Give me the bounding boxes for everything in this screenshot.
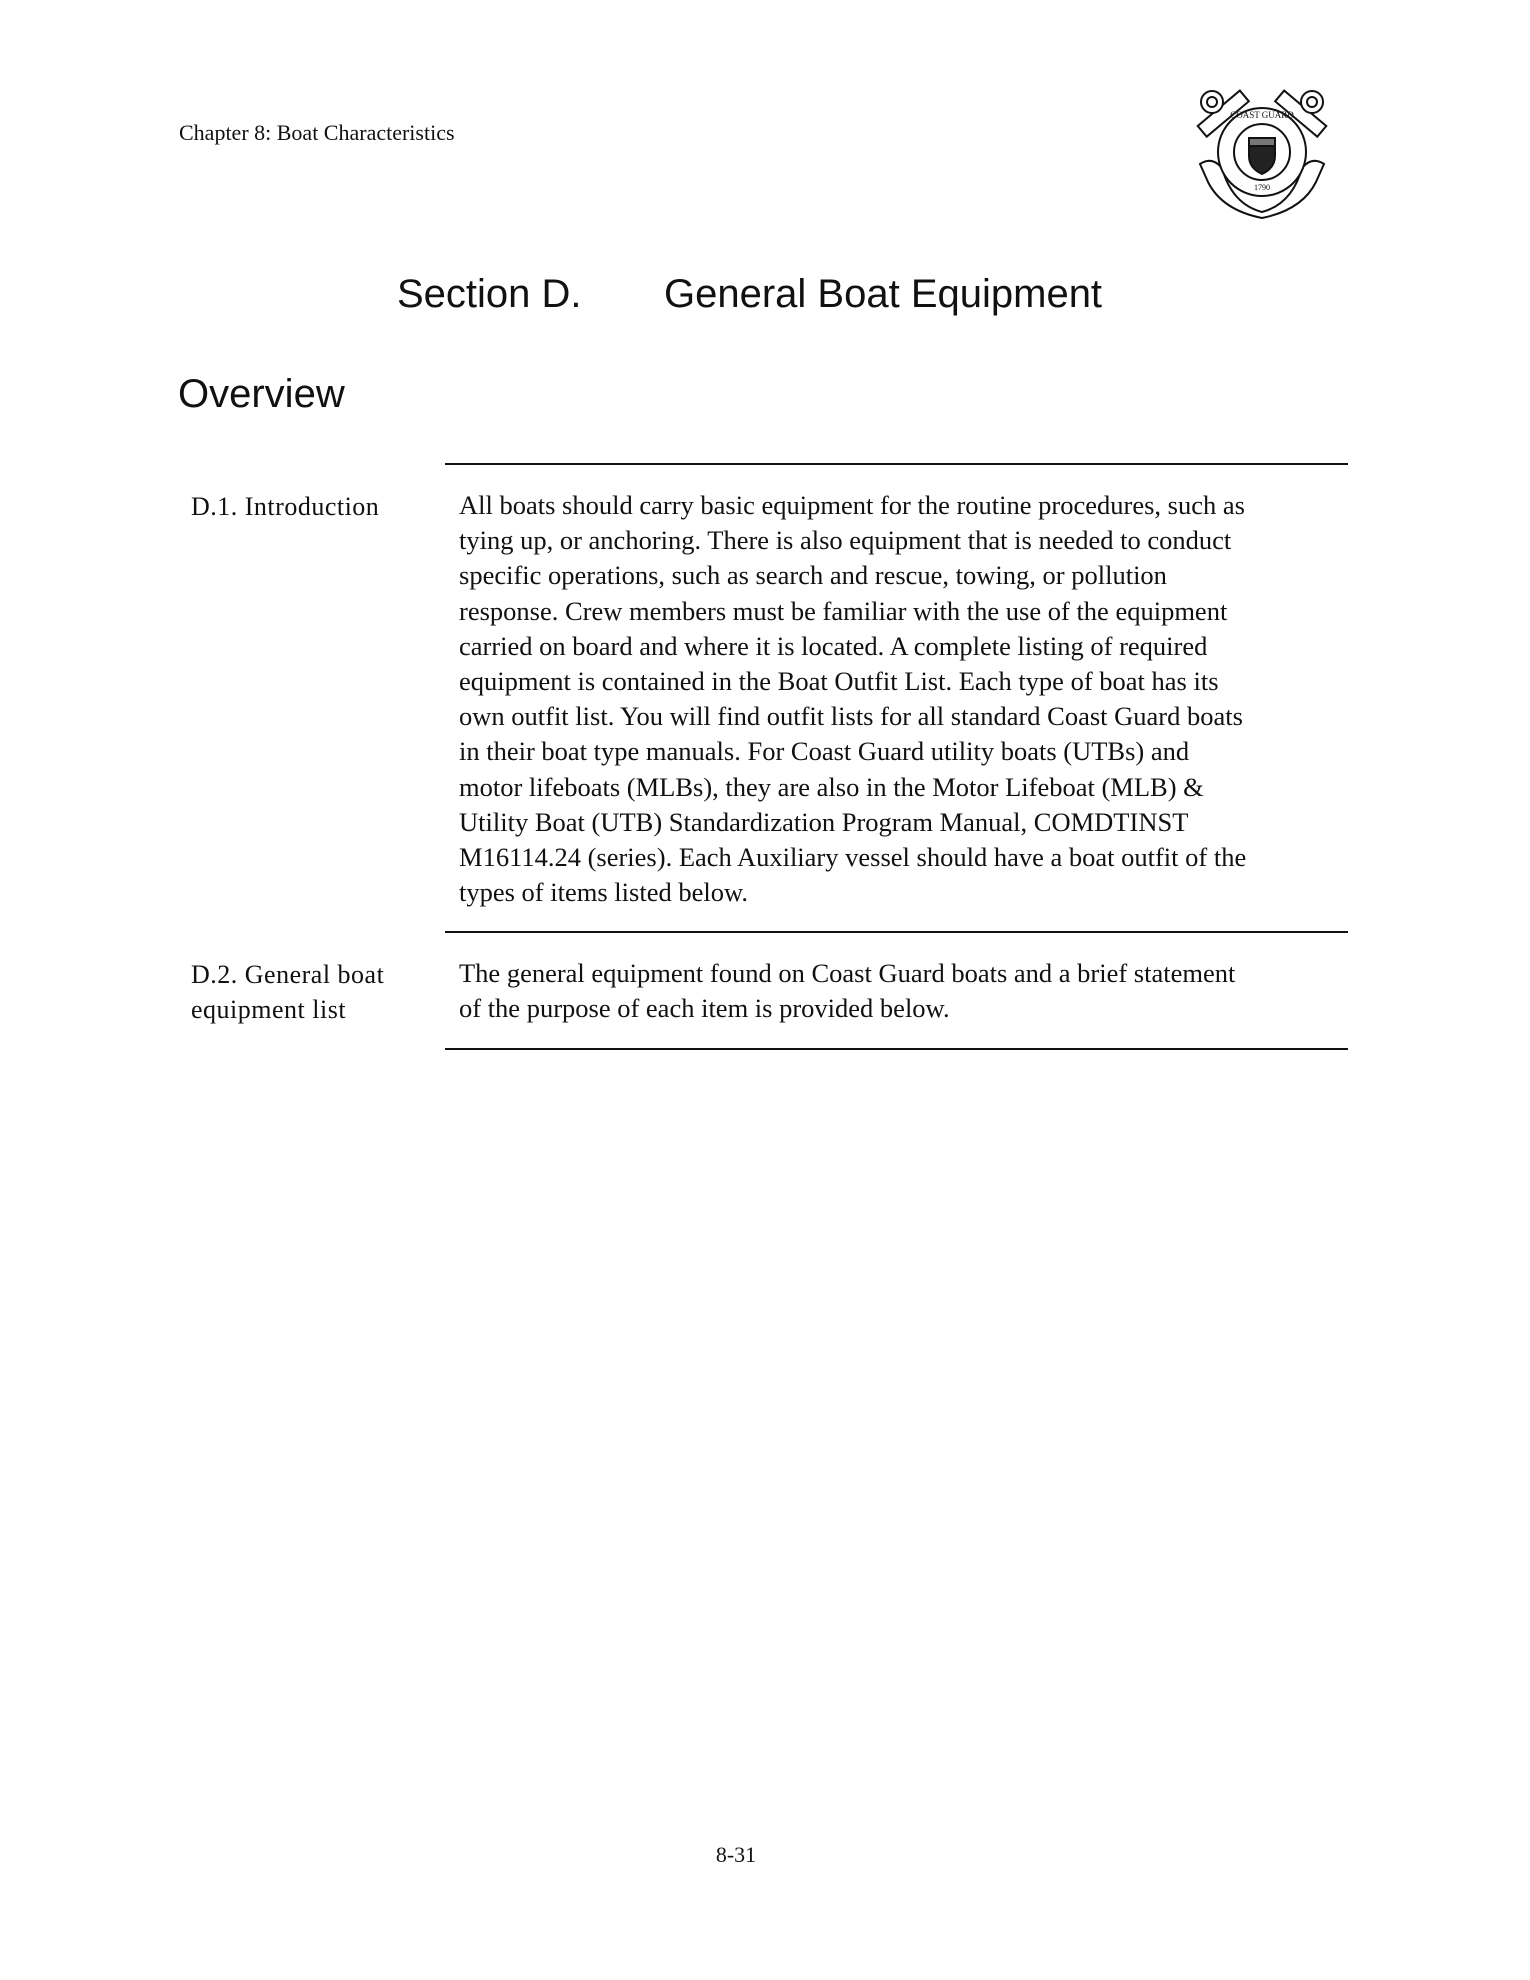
section-label: Section D. <box>397 272 582 316</box>
divider <box>445 931 1348 933</box>
text-line: own outfit list. You will find outfit lists for all standard Coast Guard boats <box>459 701 1243 732</box>
label-line: D.1. Introduction <box>191 492 380 521</box>
introduction-text <box>459 488 1359 910</box>
text-line: of the purpose of each item is provided below. <box>459 993 950 1024</box>
block-label-equipment-list <box>191 957 384 1027</box>
text-line: in their boat type manuals. For Coast Guard utility boats (UTBs) and <box>459 736 1190 767</box>
divider <box>445 1048 1348 1050</box>
text-line: types of items listed below. <box>459 877 749 908</box>
svg-text:COAST GUARD: COAST GUARD <box>1230 110 1294 120</box>
equipment-list-text <box>459 956 1359 1026</box>
text-line: equipment is contained in the Boat Outfit List. Each type of boat has its <box>459 666 1219 697</box>
text-line: All boats should carry basic equipment for the routine procedures, such as <box>459 490 1245 520</box>
page-number: 8-31 <box>715 1842 757 1867</box>
text-line: Utility Boat (UTB) Standardization Program Manual, COMDTINST <box>459 806 1189 837</box>
svg-text:1790: 1790 <box>1254 183 1270 192</box>
overview-heading: Overview <box>178 372 345 416</box>
block-label-introduction <box>191 489 379 524</box>
text-line: tying up, or anchoring. There is also equipment that is needed to conduct <box>459 525 1232 556</box>
coast-guard-seal-logo <box>1192 86 1332 220</box>
text-line: carried on board and where it is located. A complete listing of required <box>459 630 1208 661</box>
text-line: response. Crew members must be familiar with the use of the equipment <box>459 595 1228 626</box>
section-heading: General Boat Equipment <box>664 272 1103 316</box>
label-line: equipment list <box>191 995 347 1024</box>
text-line: The general equipment found on Coast Guard boats and a brief statement <box>459 958 1236 988</box>
divider <box>445 463 1348 465</box>
text-line: specific operations, such as search and rescue, towing, or pollution <box>459 560 1167 591</box>
text-line: motor lifeboats (MLBs), they are also in the Motor Lifeboat (MLB) & <box>459 771 1204 802</box>
text-line: M16114.24 (series). Each Auxiliary vessel should have a boat outfit of the <box>459 842 1247 873</box>
label-line: D.2. General boat <box>191 960 385 989</box>
running-header: Chapter 8: Boat Characteristics <box>179 120 455 145</box>
